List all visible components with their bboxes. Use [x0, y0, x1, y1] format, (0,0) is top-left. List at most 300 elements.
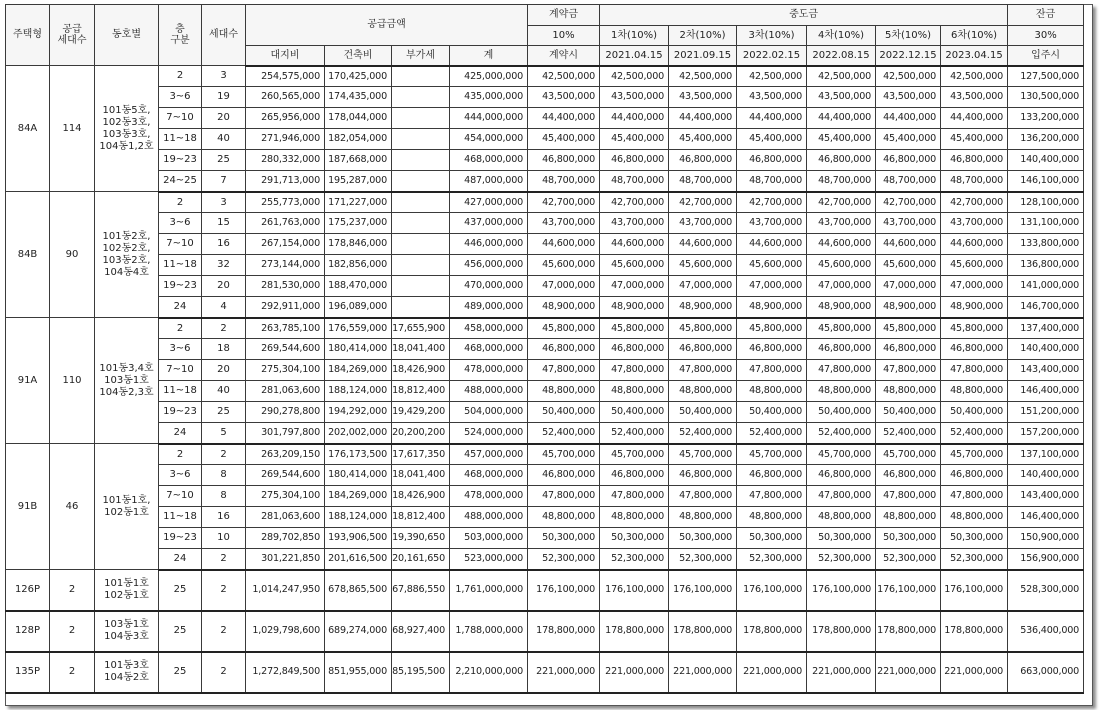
cell-balance: 136,800,000 [1008, 255, 1084, 276]
cell-middle-1: 178,800,000 [600, 611, 669, 652]
cell-middle-2: 48,900,000 [669, 297, 737, 318]
table-body [6, 66, 1084, 693]
cell-floor: 11~18 [159, 255, 202, 276]
cell-vat [392, 213, 450, 234]
cell-middle-1: 44,600,000 [600, 234, 669, 255]
cell-total: 503,000,000 [450, 528, 528, 549]
cell-land: 1,014,247,950 [246, 570, 325, 611]
cell-dong [95, 652, 159, 693]
cell-middle-3: 48,700,000 [737, 171, 807, 192]
cell-land: 289,702,850 [246, 528, 325, 549]
table-row [6, 486, 1084, 507]
table-row [6, 276, 1084, 297]
cell-middle-5: 42,700,000 [876, 192, 941, 213]
cell-floor: 3~6 [159, 339, 202, 360]
cell-deposit: 42,700,000 [528, 192, 600, 213]
cell-middle-2: 47,000,000 [669, 276, 737, 297]
cell-middle-5: 48,900,000 [876, 297, 941, 318]
cell-households: 3 [202, 192, 246, 213]
cell-total: 446,000,000 [450, 234, 528, 255]
cell-middle-4: 46,800,000 [807, 465, 876, 486]
dong-line: 101동3호 [104, 660, 149, 671]
cell-building: 176,173,500 [325, 444, 392, 465]
cell-middle-6: 48,800,000 [941, 507, 1008, 528]
cell-vat: 18,426,900 [392, 360, 450, 381]
cell-middle-6: 48,700,000 [941, 171, 1008, 192]
header-middle-date-2: 2021.09.15 [669, 46, 737, 66]
cell-total: 437,000,000 [450, 213, 528, 234]
dong-line: 104동2,3호 [99, 386, 154, 398]
cell-deposit: 176,100,000 [528, 570, 600, 611]
cell-households: 10 [202, 528, 246, 549]
dong-line: 101동1호 [104, 577, 149, 589]
dong-line: 104동4호 [104, 266, 149, 278]
cell-middle-6: 47,800,000 [941, 486, 1008, 507]
cell-households: 7 [202, 171, 246, 192]
cell-total: 444,000,000 [450, 108, 528, 129]
cell-deposit: 42,500,000 [528, 66, 600, 87]
cell-households: 3 [202, 66, 246, 87]
cell-dong [95, 570, 159, 611]
cell-floor: 19~23 [159, 276, 202, 297]
cell-land: 1,272,849,500 [246, 652, 325, 693]
header-balance-when: 입주시 [1008, 46, 1084, 66]
cell-middle-3: 52,300,000 [737, 549, 807, 570]
cell-middle-4: 52,400,000 [807, 423, 876, 444]
cell-middle-2: 50,400,000 [669, 402, 737, 423]
header-balance-pct: 30% [1008, 26, 1084, 46]
cell-middle-2: 52,300,000 [669, 549, 737, 570]
cell-vat: 68,927,400 [392, 611, 450, 652]
cell-middle-5: 52,400,000 [876, 423, 941, 444]
cell-vat [392, 108, 450, 129]
cell-building: 171,227,000 [325, 192, 392, 213]
cell-building: 851,955,000 [325, 652, 392, 693]
cell-land: 255,773,000 [246, 192, 325, 213]
cell-balance: 536,400,000 [1008, 611, 1084, 652]
cell-middle-2: 45,400,000 [669, 129, 737, 150]
dong-line: 103동1호 [104, 619, 149, 630]
cell-middle-1: 48,900,000 [600, 297, 669, 318]
cell-middle-4: 45,600,000 [807, 255, 876, 276]
cell-middle-2: 45,600,000 [669, 255, 737, 276]
cell-floor: 24 [159, 549, 202, 570]
table-row [6, 129, 1084, 150]
cell-middle-1: 52,300,000 [600, 549, 669, 570]
dong-line: 102동3호, [102, 116, 151, 128]
cell-middle-4: 48,700,000 [807, 171, 876, 192]
cell-balance: 150,900,000 [1008, 528, 1084, 549]
cell-middle-4: 50,300,000 [807, 528, 876, 549]
dong-line: 104동3호 [104, 631, 149, 642]
cell-supply-units: 90 [50, 192, 95, 318]
cell-middle-2: 43,500,000 [669, 87, 737, 108]
cell-land: 292,911,000 [246, 297, 325, 318]
cell-vat: 19,429,200 [392, 402, 450, 423]
cell-middle-4: 50,400,000 [807, 402, 876, 423]
cell-middle-2: 44,600,000 [669, 234, 737, 255]
cell-land: 263,209,150 [246, 444, 325, 465]
cell-households: 2 [202, 444, 246, 465]
table-row [6, 444, 1084, 465]
cell-deposit: 48,800,000 [528, 507, 600, 528]
cell-households: 4 [202, 297, 246, 318]
cell-middle-6: 42,500,000 [941, 66, 1008, 87]
cell-building: 180,414,000 [325, 465, 392, 486]
dong-line: 101동2호, [102, 230, 151, 242]
cell-middle-4: 48,800,000 [807, 507, 876, 528]
cell-total: 468,000,000 [450, 339, 528, 360]
cell-floor: 19~23 [159, 150, 202, 171]
cell-land: 280,332,000 [246, 150, 325, 171]
cell-middle-5: 48,800,000 [876, 381, 941, 402]
cell-type: 84A [6, 66, 50, 192]
cell-vat: 18,812,400 [392, 507, 450, 528]
cell-vat [392, 234, 450, 255]
cell-middle-3: 44,600,000 [737, 234, 807, 255]
cell-type: 91B [6, 444, 50, 570]
cell-middle-1: 47,000,000 [600, 276, 669, 297]
cell-deposit: 52,400,000 [528, 423, 600, 444]
cell-households: 20 [202, 360, 246, 381]
cell-land: 290,278,800 [246, 402, 325, 423]
cell-land: 261,763,000 [246, 213, 325, 234]
header-middle: 중도금 [600, 5, 1008, 26]
table-row [6, 507, 1084, 528]
table-row [6, 652, 1084, 693]
cell-dong [95, 444, 159, 570]
header-type: 주택형 [6, 5, 50, 66]
cell-floor: 11~18 [159, 507, 202, 528]
cell-floor: 19~23 [159, 528, 202, 549]
cell-total: 1,761,000,000 [450, 570, 528, 611]
cell-balance: 146,400,000 [1008, 381, 1084, 402]
cell-land: 291,713,000 [246, 171, 325, 192]
cell-balance: 143,400,000 [1008, 360, 1084, 381]
cell-vat [392, 66, 450, 87]
cell-supply-units: 2 [50, 570, 95, 611]
cell-middle-4: 178,800,000 [807, 611, 876, 652]
cell-floor: 25 [159, 652, 202, 693]
cell-middle-2: 47,800,000 [669, 486, 737, 507]
cell-building: 182,054,000 [325, 129, 392, 150]
dong-line: 102동1호 [104, 589, 149, 601]
cell-vat [392, 87, 450, 108]
cell-total: 456,000,000 [450, 255, 528, 276]
cell-total: 454,000,000 [450, 129, 528, 150]
cell-middle-3: 45,600,000 [737, 255, 807, 276]
cell-middle-6: 50,300,000 [941, 528, 1008, 549]
cell-building: 195,287,000 [325, 171, 392, 192]
cell-middle-2: 45,700,000 [669, 444, 737, 465]
cell-building: 678,865,500 [325, 570, 392, 611]
table-row [6, 339, 1084, 360]
cell-middle-1: 46,800,000 [600, 339, 669, 360]
cell-middle-4: 176,100,000 [807, 570, 876, 611]
table-row [6, 108, 1084, 129]
cell-middle-1: 46,800,000 [600, 150, 669, 171]
cell-middle-5: 48,700,000 [876, 171, 941, 192]
header-dong: 동호별 [95, 5, 159, 66]
cell-middle-1: 47,800,000 [600, 486, 669, 507]
cell-middle-4: 221,000,000 [807, 652, 876, 693]
cell-deposit: 45,400,000 [528, 129, 600, 150]
table-row [6, 360, 1084, 381]
cell-land: 281,063,600 [246, 381, 325, 402]
cell-balance: 137,100,000 [1008, 444, 1084, 465]
header-floor: 층 구분 [159, 5, 202, 66]
dong-line: 103동1호 [104, 374, 149, 386]
cell-middle-5: 45,400,000 [876, 129, 941, 150]
cell-middle-5: 45,800,000 [876, 318, 941, 339]
cell-floor: 24 [159, 297, 202, 318]
cell-middle-4: 47,000,000 [807, 276, 876, 297]
cell-land: 265,956,000 [246, 108, 325, 129]
cell-middle-2: 44,400,000 [669, 108, 737, 129]
cell-building: 184,269,000 [325, 486, 392, 507]
cell-middle-5: 46,800,000 [876, 150, 941, 171]
cell-building: 178,044,000 [325, 108, 392, 129]
cell-land: 1,029,798,600 [246, 611, 325, 652]
cell-land: 260,565,000 [246, 87, 325, 108]
cell-floor: 2 [159, 318, 202, 339]
table-row [6, 66, 1084, 87]
cell-vat [392, 129, 450, 150]
cell-middle-1: 45,800,000 [600, 318, 669, 339]
cell-land: 301,797,800 [246, 423, 325, 444]
header-middle-date-3: 2022.02.15 [737, 46, 807, 66]
header-vat: 부가세 [392, 46, 450, 66]
header-supply-amount: 공급금액 [246, 5, 528, 46]
cell-floor: 7~10 [159, 360, 202, 381]
cell-middle-6: 221,000,000 [941, 652, 1008, 693]
cell-middle-2: 46,800,000 [669, 339, 737, 360]
cell-middle-3: 46,800,000 [737, 150, 807, 171]
cell-households: 25 [202, 150, 246, 171]
table-row [6, 297, 1084, 318]
cell-building: 201,616,500 [325, 549, 392, 570]
cell-middle-5: 50,400,000 [876, 402, 941, 423]
header-building: 건축비 [325, 46, 392, 66]
cell-balance: 146,100,000 [1008, 171, 1084, 192]
cell-middle-2: 50,300,000 [669, 528, 737, 549]
dong-line: 104동1,2호 [99, 140, 154, 152]
cell-middle-1: 45,700,000 [600, 444, 669, 465]
cell-middle-3: 47,800,000 [737, 486, 807, 507]
cell-middle-4: 46,800,000 [807, 150, 876, 171]
cell-middle-3: 42,500,000 [737, 66, 807, 87]
cell-middle-1: 221,000,000 [600, 652, 669, 693]
cell-deposit: 47,800,000 [528, 486, 600, 507]
cell-deposit: 46,800,000 [528, 339, 600, 360]
cell-floor: 11~18 [159, 129, 202, 150]
cell-total: 1,788,000,000 [450, 611, 528, 652]
cell-floor: 24 [159, 423, 202, 444]
cell-supply-units: 114 [50, 66, 95, 192]
cell-middle-5: 52,300,000 [876, 549, 941, 570]
cell-middle-6: 48,800,000 [941, 381, 1008, 402]
cell-type: 84B [6, 192, 50, 318]
cell-balance: 133,800,000 [1008, 234, 1084, 255]
cell-vat: 19,390,650 [392, 528, 450, 549]
header-total: 계 [450, 46, 528, 66]
cell-balance: 528,300,000 [1008, 570, 1084, 611]
cell-total: 468,000,000 [450, 150, 528, 171]
cell-building: 174,435,000 [325, 87, 392, 108]
cell-households: 20 [202, 108, 246, 129]
cell-floor: 2 [159, 444, 202, 465]
cell-middle-6: 52,400,000 [941, 423, 1008, 444]
cell-middle-3: 42,700,000 [737, 192, 807, 213]
cell-middle-1: 52,400,000 [600, 423, 669, 444]
cell-total: 504,000,000 [450, 402, 528, 423]
cell-middle-3: 178,800,000 [737, 611, 807, 652]
cell-total: 457,000,000 [450, 444, 528, 465]
cell-middle-2: 42,500,000 [669, 66, 737, 87]
cell-households: 2 [202, 652, 246, 693]
cell-total: 488,000,000 [450, 507, 528, 528]
table-row [6, 465, 1084, 486]
cell-middle-2: 178,800,000 [669, 611, 737, 652]
cell-middle-4: 45,400,000 [807, 129, 876, 150]
cell-building: 196,089,000 [325, 297, 392, 318]
cell-total: 470,000,000 [450, 276, 528, 297]
table-row [6, 255, 1084, 276]
cell-middle-1: 48,800,000 [600, 381, 669, 402]
cell-total: 487,000,000 [450, 171, 528, 192]
cell-middle-6: 176,100,000 [941, 570, 1008, 611]
header-middle-3: 3차(10%) [737, 26, 807, 46]
cell-balance: 157,200,000 [1008, 423, 1084, 444]
cell-middle-4: 42,500,000 [807, 66, 876, 87]
cell-middle-2: 52,400,000 [669, 423, 737, 444]
cell-middle-2: 43,700,000 [669, 213, 737, 234]
cell-vat [392, 297, 450, 318]
cell-land: 269,544,600 [246, 339, 325, 360]
table-row [6, 549, 1084, 570]
cell-balance: 146,400,000 [1008, 507, 1084, 528]
cell-balance: 146,700,000 [1008, 297, 1084, 318]
cell-middle-4: 46,800,000 [807, 339, 876, 360]
cell-type: 126P [6, 570, 50, 611]
cell-total: 478,000,000 [450, 360, 528, 381]
cell-floor: 7~10 [159, 108, 202, 129]
cell-middle-2: 176,100,000 [669, 570, 737, 611]
dong-line: 104동2호 [104, 672, 149, 683]
cell-households: 8 [202, 465, 246, 486]
cell-middle-6: 46,800,000 [941, 465, 1008, 486]
cell-households: 2 [202, 570, 246, 611]
cell-floor: 2 [159, 66, 202, 87]
cell-type: 128P [6, 611, 50, 652]
cell-building: 202,002,000 [325, 423, 392, 444]
table-row [6, 423, 1084, 444]
cell-middle-6: 45,700,000 [941, 444, 1008, 465]
cell-middle-4: 42,700,000 [807, 192, 876, 213]
cell-middle-5: 44,400,000 [876, 108, 941, 129]
cell-middle-6: 48,900,000 [941, 297, 1008, 318]
table-row [6, 213, 1084, 234]
cell-middle-5: 46,800,000 [876, 339, 941, 360]
cell-households: 2 [202, 611, 246, 652]
cell-vat: 17,655,900 [392, 318, 450, 339]
header-middle-2: 2차(10%) [669, 26, 737, 46]
cell-balance: 136,200,000 [1008, 129, 1084, 150]
cell-floor: 25 [159, 611, 202, 652]
header-deposit-when: 계약시 [528, 46, 600, 66]
cell-middle-5: 45,600,000 [876, 255, 941, 276]
cell-vat: 17,617,350 [392, 444, 450, 465]
cell-building: 175,237,000 [325, 213, 392, 234]
cell-land: 301,221,850 [246, 549, 325, 570]
cell-households: 2 [202, 318, 246, 339]
cell-middle-3: 47,000,000 [737, 276, 807, 297]
cell-middle-1: 50,300,000 [600, 528, 669, 549]
cell-middle-6: 50,400,000 [941, 402, 1008, 423]
cell-supply-units: 2 [50, 652, 95, 693]
cell-middle-3: 46,800,000 [737, 465, 807, 486]
cell-middle-2: 48,800,000 [669, 507, 737, 528]
cell-balance: 143,400,000 [1008, 486, 1084, 507]
cell-floor: 3~6 [159, 213, 202, 234]
cell-building: 188,124,000 [325, 381, 392, 402]
cell-middle-5: 45,700,000 [876, 444, 941, 465]
cell-middle-1: 48,800,000 [600, 507, 669, 528]
cell-deposit: 43,500,000 [528, 87, 600, 108]
cell-total: 478,000,000 [450, 486, 528, 507]
header-deposit: 계약금 [528, 5, 600, 26]
cell-building: 194,292,000 [325, 402, 392, 423]
cell-balance: 137,400,000 [1008, 318, 1084, 339]
cell-middle-6: 46,800,000 [941, 150, 1008, 171]
table-row [6, 87, 1084, 108]
cell-vat: 18,041,400 [392, 465, 450, 486]
cell-building: 689,274,000 [325, 611, 392, 652]
cell-middle-2: 42,700,000 [669, 192, 737, 213]
cell-land: 267,154,000 [246, 234, 325, 255]
cell-middle-1: 44,400,000 [600, 108, 669, 129]
cell-middle-4: 48,800,000 [807, 381, 876, 402]
cell-floor: 2 [159, 192, 202, 213]
cell-middle-3: 50,300,000 [737, 528, 807, 549]
cell-vat: 85,195,500 [392, 652, 450, 693]
cell-households: 40 [202, 381, 246, 402]
header-deposit-pct: 10% [528, 26, 600, 46]
cell-building: 187,668,000 [325, 150, 392, 171]
cell-floor: 7~10 [159, 234, 202, 255]
cell-dong [95, 318, 159, 444]
cell-middle-3: 48,800,000 [737, 507, 807, 528]
cell-middle-2: 221,000,000 [669, 652, 737, 693]
cell-middle-5: 44,600,000 [876, 234, 941, 255]
cell-households: 18 [202, 339, 246, 360]
header-land: 대지비 [246, 46, 325, 66]
cell-building: 182,856,000 [325, 255, 392, 276]
cell-type: 135P [6, 652, 50, 693]
cell-middle-3: 50,400,000 [737, 402, 807, 423]
cell-households: 5 [202, 423, 246, 444]
cell-households: 16 [202, 234, 246, 255]
cell-vat [392, 276, 450, 297]
cell-middle-3: 43,500,000 [737, 87, 807, 108]
cell-floor: 3~6 [159, 465, 202, 486]
cell-balance: 130,500,000 [1008, 87, 1084, 108]
table-row [6, 171, 1084, 192]
cell-building: 176,559,000 [325, 318, 392, 339]
cell-balance: 131,100,000 [1008, 213, 1084, 234]
cell-middle-5: 178,800,000 [876, 611, 941, 652]
cell-middle-1: 47,800,000 [600, 360, 669, 381]
